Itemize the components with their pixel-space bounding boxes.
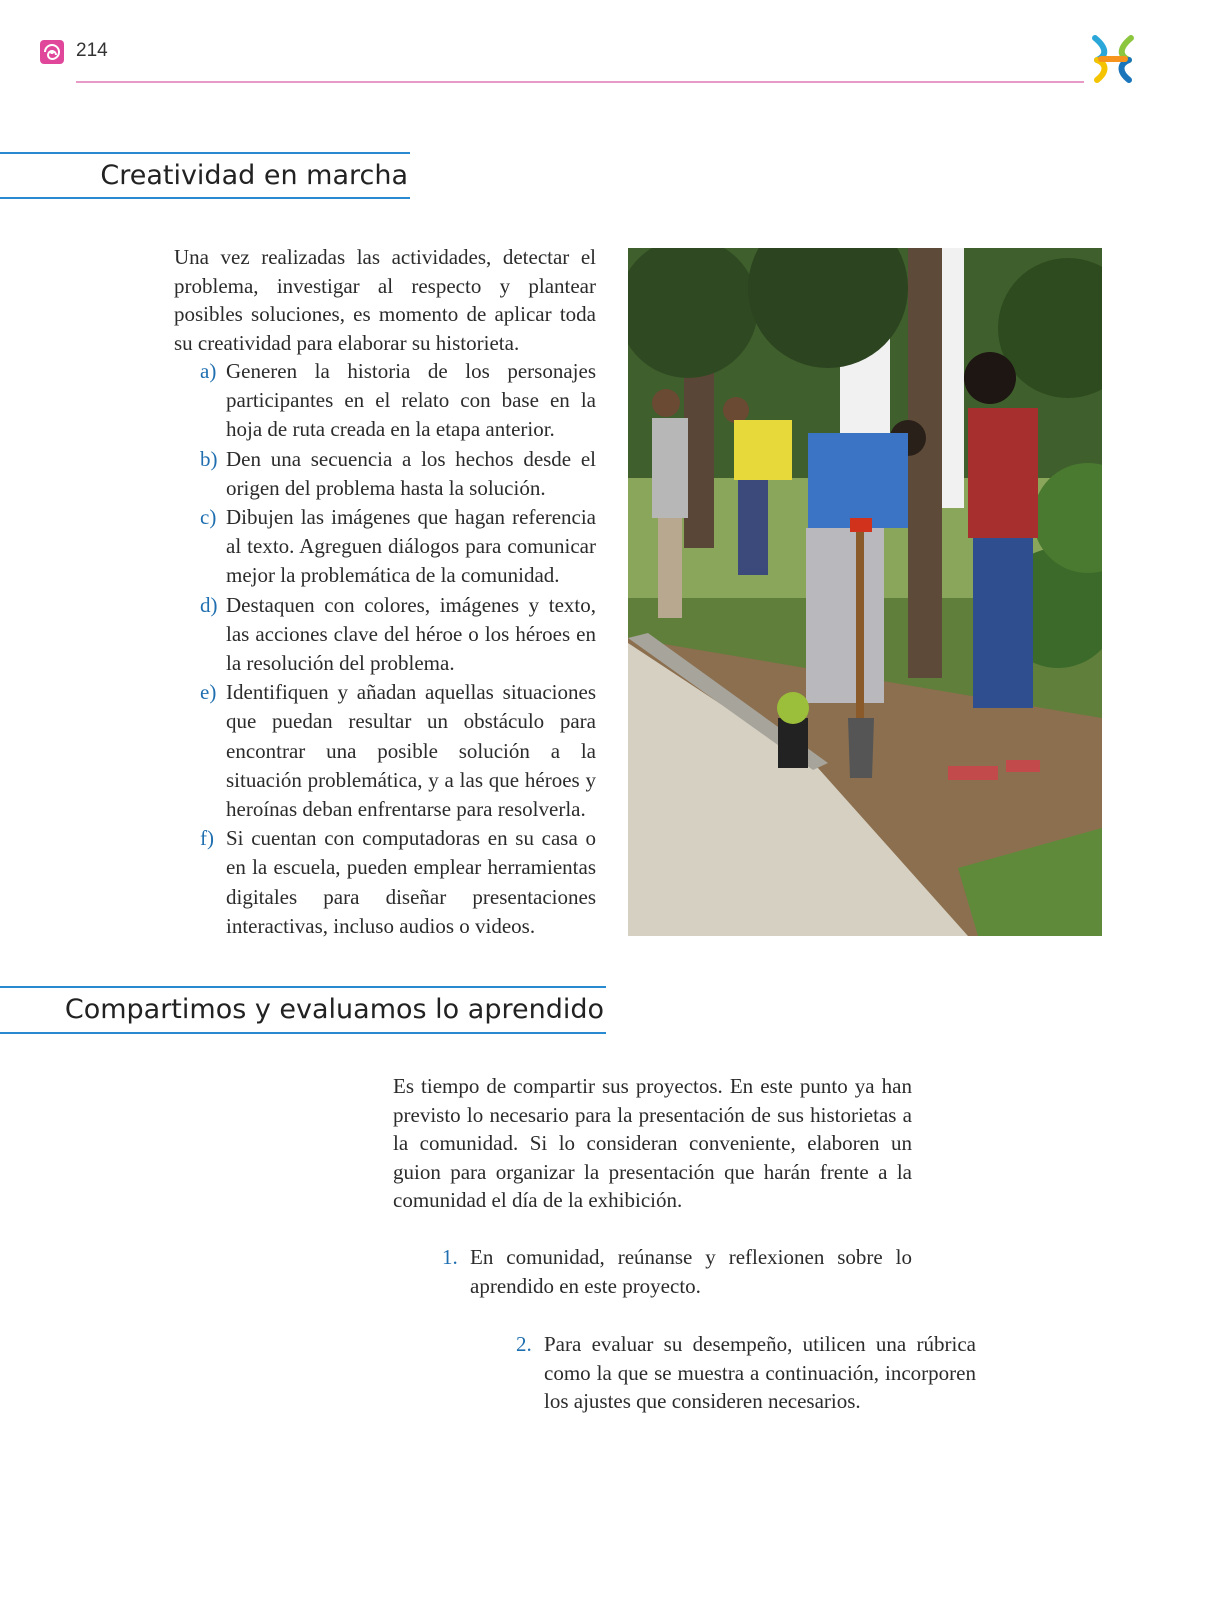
list-marker: e) [200,680,217,705]
step-number: 2. [516,1332,532,1356]
list-item [174,503,596,591]
compartimos-intro: Es tiempo de compartir sus proyectos. En este punto ya han previsto lo necesario para la presentación de sus historietas a la comunidad. Si lo consideran conveniente, elaboren un guion para organizar la presentación que harán frente a la comunidad el día de la exhibición. [393,1074,912,1213]
creatividad-intro: Una vez realizadas las actividades, detectar el problema, investigar al respecto y plantear posibles soluciones, es momento de aplicar toda su creatividad para elaborar su historieta. [174,245,596,355]
numbered-step [516,1330,976,1416]
list-item [174,678,596,824]
list-item [174,445,596,503]
page-number: 214 [76,40,108,61]
list-item-text: Dibujen las imágenes que hagan referencia al texto. Agreguen diálogos para comunicar mejor la problemática de la comunidad. [226,505,596,588]
planting-photo [628,248,1102,936]
list-item-text: Generen la historia de los personajes participantes en el relato con base en la hoja de ruta creada en la etapa anterior. [226,359,596,442]
list-item-text: Si cuentan con computadoras en su casa o en la escuela, pueden emplear herramientas digitales para diseñar presentaciones interactivas, incluso audios o videos. [226,826,596,938]
list-marker: d) [200,592,218,617]
step-text: Para evaluar su desempeño, utilicen una rúbrica como la que se muestra a continuación, incorporen los ajustes que consideren necesarios. [544,1332,976,1414]
step-number: 1. [442,1245,458,1269]
list-item [174,357,596,445]
list-item-text: Identifiquen y añadan aquellas situaciones que puedan resultar un obstáculo para encontrar una posible solución a la situación problemática, y a las que héroes y heroínas deban enfrentarse para resolverla. [226,680,596,822]
brand-logo-icon [1085,30,1141,86]
list-marker: a) [200,359,217,383]
list-marker: b) [200,446,218,471]
list-item [174,591,596,679]
section-heading-creatividad: Creatividad en marcha [0,152,410,199]
header-divider [76,81,1084,83]
activity-list [174,357,596,941]
list-item [174,824,596,941]
list-marker: c) [200,505,217,530]
list-marker: f) [200,826,214,851]
list-item-text: Den una secuencia a los hechos desde el origen del problema hasta la solución. [226,446,596,500]
section-heading-compartimos: Compartimos y evaluamos lo aprendido [0,986,606,1034]
decorative-swirl-icon [38,38,66,66]
step-text: En comunidad, reúnanse y reflexionen sobre lo aprendido en este proyecto. [470,1245,912,1298]
list-item-text: Destaquen con colores, imágenes y texto, las acciones clave del héroe o los héroes en la resolución del problema. [226,592,596,676]
numbered-step [442,1243,912,1300]
